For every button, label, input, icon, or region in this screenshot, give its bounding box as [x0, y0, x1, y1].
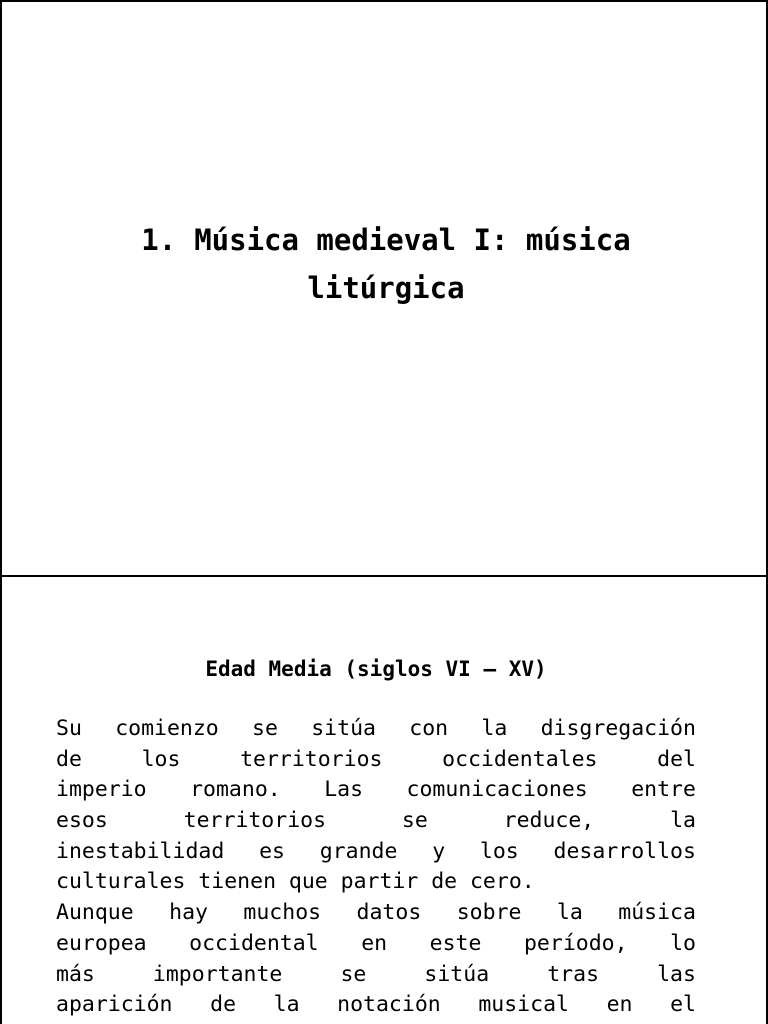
body-word: hay: [169, 900, 208, 926]
body-word: occidentales: [442, 746, 598, 772]
body-word: las: [657, 961, 696, 987]
body-word: Aunque: [56, 900, 134, 926]
body-word: territorios: [240, 746, 383, 772]
body-word: entre: [631, 777, 696, 803]
body-word: importante: [152, 961, 283, 987]
body-paragraph: [56, 714, 696, 1021]
body-word: lo: [670, 930, 696, 956]
body-word: la: [481, 716, 508, 741]
body-word: musical: [478, 992, 569, 1018]
body-word: se: [401, 808, 428, 834]
title-text-line-1: Música medieval I: música: [194, 223, 631, 257]
chapter-number: 1.: [141, 223, 177, 257]
body-word: de: [56, 746, 82, 772]
title-line-1: [82, 216, 690, 264]
body-word: los: [141, 746, 181, 772]
body-word: desarrollos: [553, 838, 696, 864]
body-line: [56, 960, 696, 991]
title-line-2: litúrgica: [307, 271, 465, 305]
body-word: se: [252, 716, 278, 741]
body-word: muchos: [243, 900, 322, 926]
body-word: imperio: [56, 777, 147, 803]
body-line: [56, 806, 696, 837]
body-word: se: [340, 961, 367, 987]
body-word: y: [432, 838, 446, 864]
body-line: [56, 929, 696, 960]
body-word: la: [670, 808, 696, 834]
body-word: la: [273, 992, 300, 1018]
body-word: grande: [319, 838, 398, 864]
body-word: en: [606, 992, 633, 1018]
body-word: partir: [340, 869, 419, 895]
body-line: [56, 714, 696, 745]
body-word: que: [288, 869, 328, 895]
body-word: europea: [56, 930, 147, 956]
body-word: en: [361, 930, 388, 956]
body-word: el: [670, 992, 696, 1018]
body-word: Las: [324, 777, 364, 803]
content-slide: [0, 575, 768, 1024]
body-word: período,: [523, 930, 628, 956]
body-word: occidental: [189, 930, 319, 956]
body-word: comienzo: [115, 716, 219, 741]
body-word: datos: [356, 900, 422, 926]
body-word: aparición: [56, 992, 173, 1018]
body-word: Su: [56, 716, 82, 741]
body-word: culturales: [56, 869, 186, 895]
body-word: comunicaciones: [406, 777, 588, 803]
body-word: del: [657, 746, 696, 772]
body-word: cero.: [469, 869, 535, 895]
body-line: [56, 867, 696, 898]
body-word: es: [259, 838, 285, 864]
body-word: con: [409, 716, 449, 741]
body-line: [56, 898, 696, 929]
body-word: inestabilidad: [56, 838, 225, 864]
body-line: [56, 837, 696, 868]
body-word: tras: [547, 961, 600, 987]
body-word: este: [429, 930, 482, 956]
body-word: territorios: [183, 808, 327, 834]
body-word: más: [56, 961, 95, 987]
body-word: sitúa: [311, 716, 376, 741]
body-word: disgregación: [540, 716, 696, 741]
body-line: [56, 775, 696, 806]
body-word: de: [431, 869, 458, 895]
slide-title: [82, 216, 690, 312]
body-word: romano.: [190, 777, 281, 803]
body-word: reduce,: [503, 808, 595, 834]
body-word: la: [556, 900, 583, 926]
body-word: esos: [56, 808, 108, 834]
body-word: sitúa: [424, 961, 490, 987]
body-word: tienen: [198, 869, 277, 895]
body-word: los: [479, 838, 519, 864]
body-word: música: [618, 900, 696, 926]
body-word: sobre: [456, 900, 522, 926]
section-heading: Edad Media (siglos VI – XV): [205, 657, 547, 681]
body-word: notación: [337, 992, 441, 1018]
body-word: de: [210, 992, 237, 1018]
body-line: [56, 745, 696, 776]
body-line: [56, 990, 696, 1021]
